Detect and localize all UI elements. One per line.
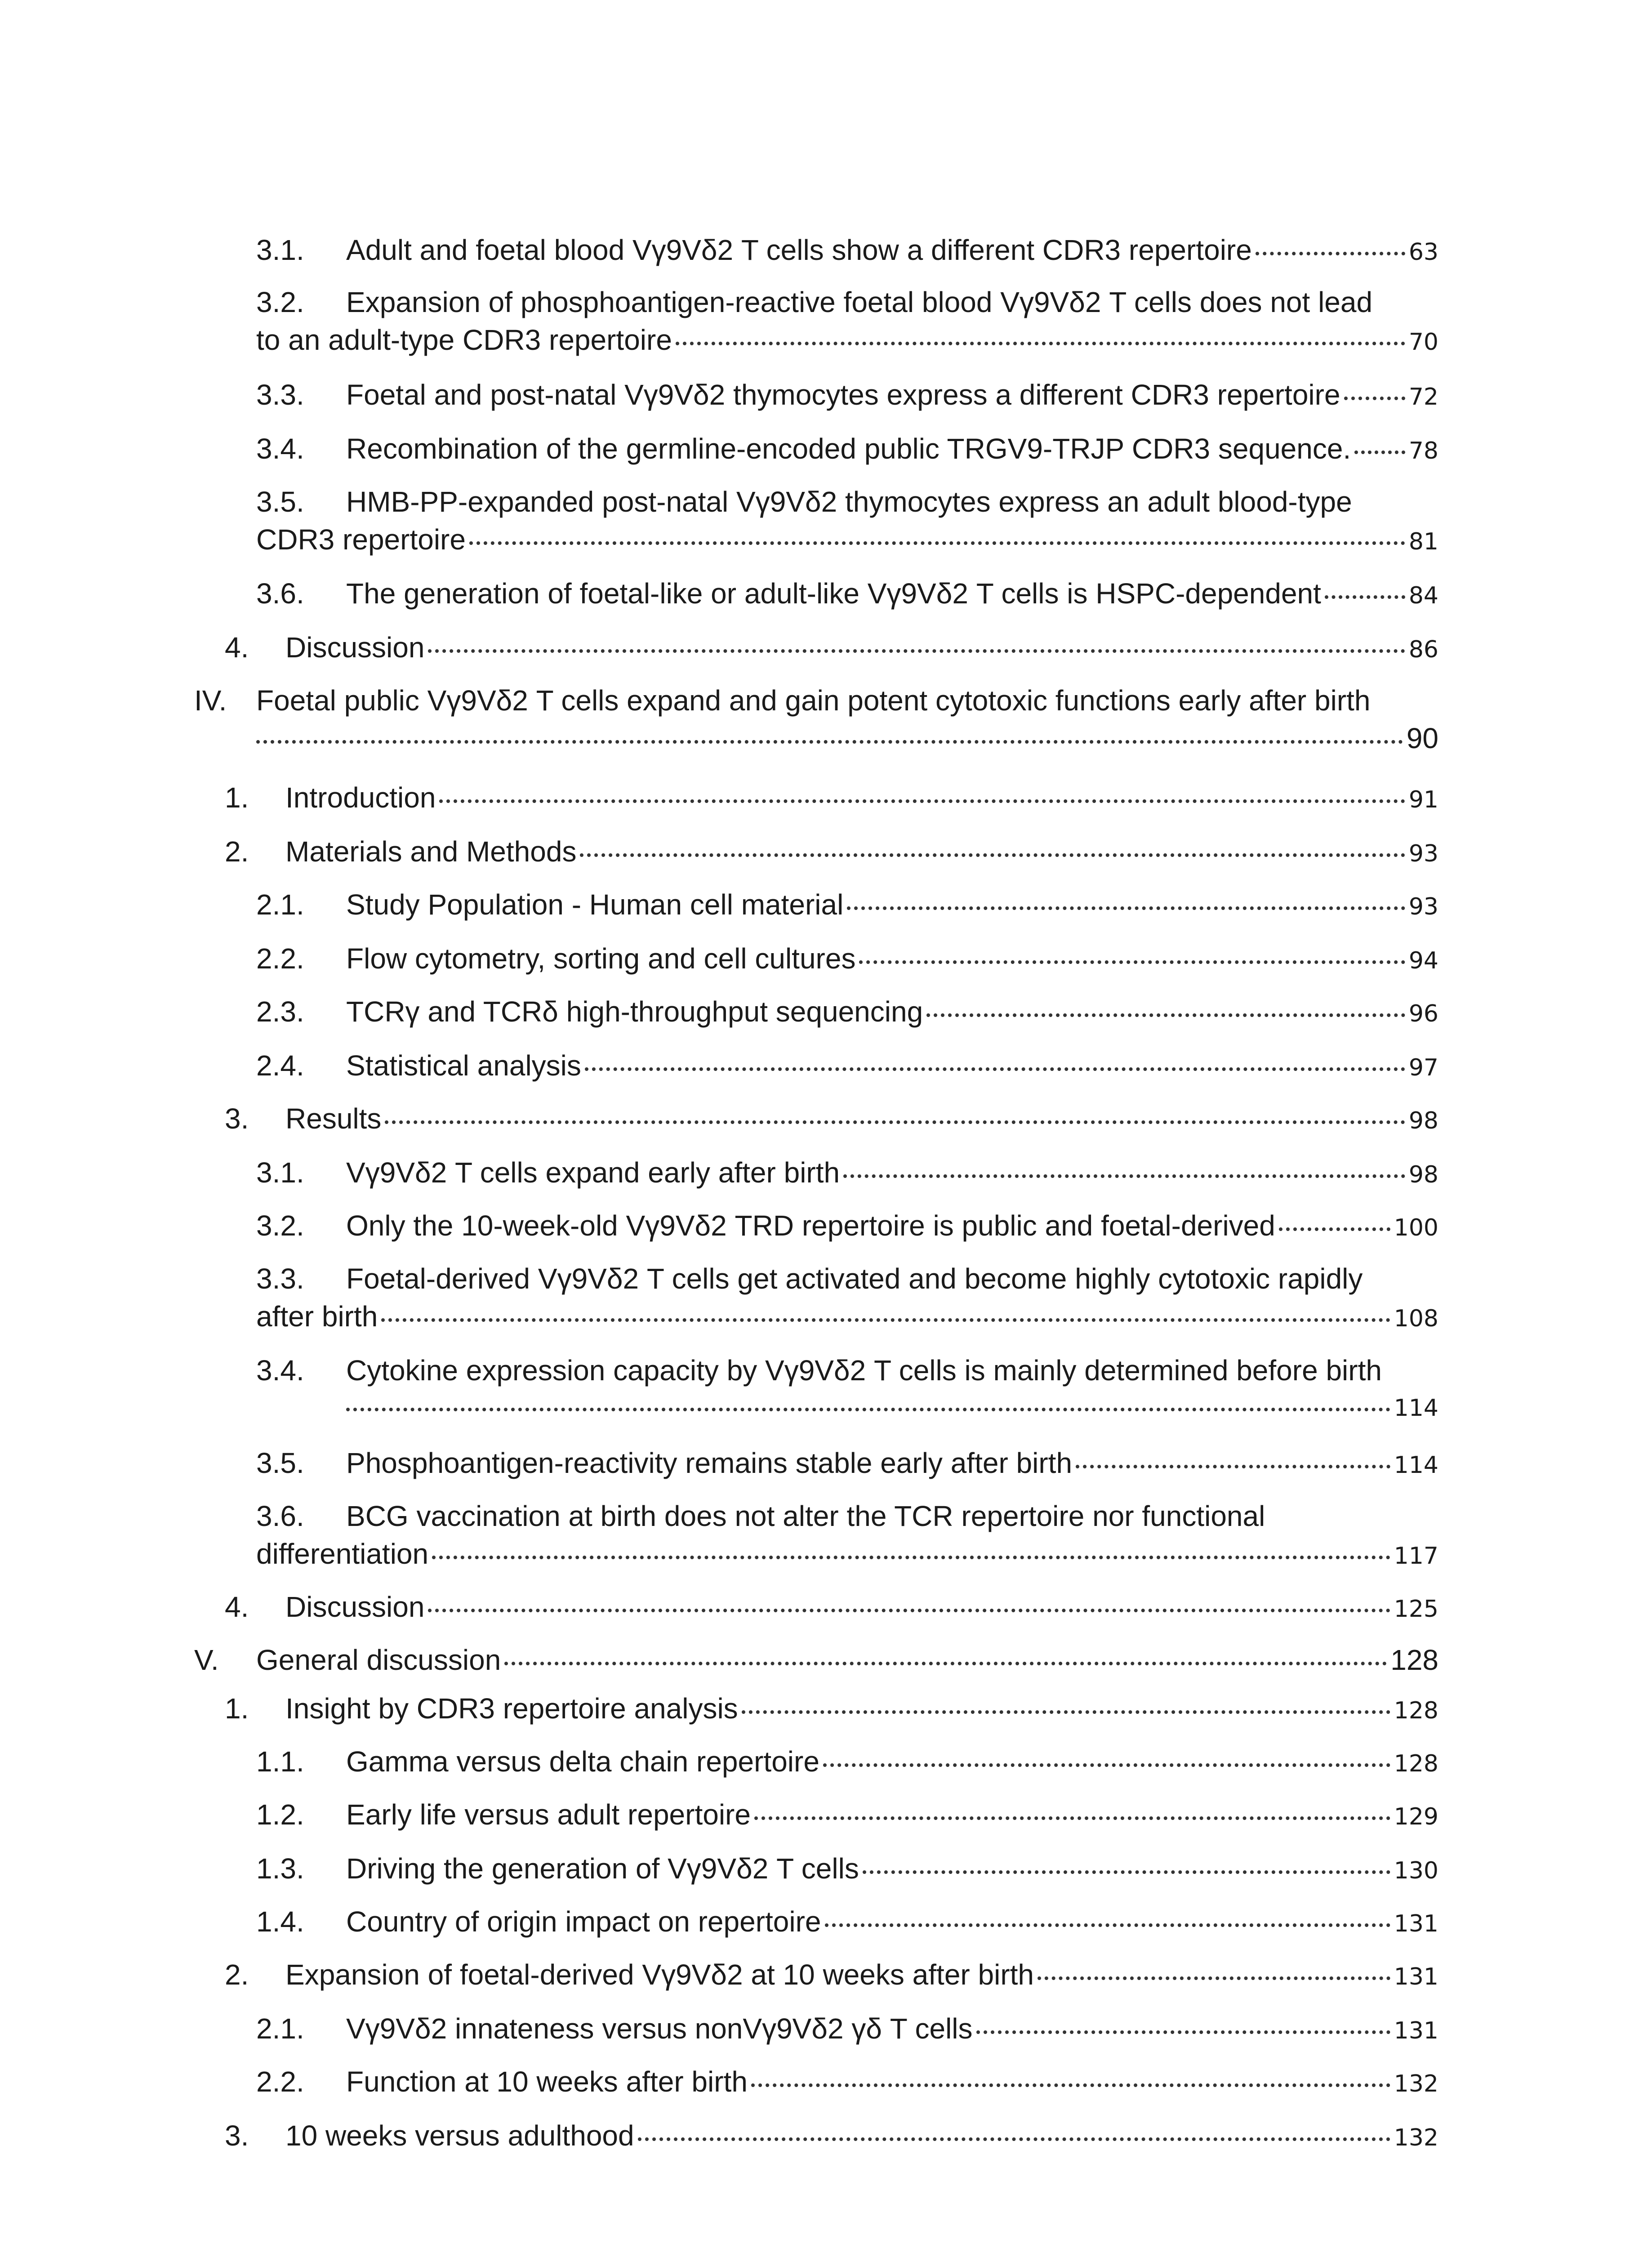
toc-number: 1. (225, 781, 249, 814)
toc-number: 1.3. (256, 1852, 304, 1885)
toc-title: Discussion (285, 631, 425, 664)
toc-page-number: 97 (1408, 1054, 1438, 1081)
dot-leader (751, 2083, 1390, 2087)
toc-page-number: 90 (1406, 722, 1438, 754)
toc-number: 3.3. (256, 379, 304, 411)
toc-entry[interactable] (225, 1100, 1438, 1140)
toc-title: Only the 10-week-old Vγ9Vδ2 TRD repertoire is public and foetal-derived (346, 1209, 1275, 1242)
toc-number: 2.1. (256, 888, 304, 921)
toc-entry[interactable] (256, 2010, 1438, 2050)
toc-entry[interactable] (256, 1850, 1438, 1890)
toc-page-number: 94 (1408, 947, 1438, 974)
toc-title: Expansion of foetal-derived Vγ9Vδ2 at 10 weeks after birth (285, 1958, 1034, 1991)
toc-number: IV. (194, 684, 227, 717)
toc-entry[interactable] (256, 575, 1438, 615)
dot-leader (847, 906, 1405, 910)
toc-number: 3.1. (256, 234, 304, 266)
toc-number: 3.4. (256, 433, 304, 465)
toc-entry[interactable] (256, 283, 1438, 361)
dot-leader (469, 541, 1405, 545)
toc-page-number: 70 (1408, 329, 1438, 356)
toc-title: Phosphoantigen-reactivity remains stable early after birth (346, 1447, 1073, 1479)
toc-page-number: 131 (1394, 1963, 1438, 1990)
toc-title: Introduction (285, 781, 436, 814)
toc-entry[interactable] (256, 2063, 1438, 2103)
toc-entry[interactable] (256, 993, 1438, 1033)
toc-title: Function at 10 weeks after birth (346, 2065, 748, 2098)
toc-number: 3.5. (256, 486, 304, 518)
toc-page-number: 96 (1408, 1000, 1438, 1027)
toc-number: 3.5. (256, 1447, 304, 1479)
dot-leader (580, 853, 1405, 857)
toc-number: 3.6. (256, 1500, 304, 1532)
dot-leader (843, 1174, 1405, 1178)
dot-leader (428, 649, 1405, 653)
toc-entry[interactable] (256, 1260, 1438, 1338)
toc-title-continuation: to an adult-type CDR3 repertoire (256, 324, 672, 356)
toc-entry[interactable] (256, 1444, 1438, 1484)
toc-page-number: 81 (1408, 528, 1438, 555)
toc-number: 3.6. (256, 577, 304, 610)
toc-number: 4. (225, 631, 249, 664)
toc-number: 2.4. (256, 1049, 304, 1082)
toc-entry[interactable] (225, 1956, 1438, 1996)
toc-entry[interactable] (225, 779, 1438, 819)
dot-leader (1279, 1227, 1390, 1231)
dot-leader (504, 1661, 1387, 1665)
dot-leader (926, 1013, 1405, 1017)
dot-leader (1325, 595, 1405, 599)
toc-title-continuation: after birth (256, 1300, 378, 1333)
dot-leader (1354, 450, 1405, 454)
toc-page-number: 86 (1408, 636, 1438, 663)
toc-page-number: 128 (1394, 1697, 1438, 1724)
dot-leader (585, 1067, 1405, 1071)
toc-number: 2.1. (256, 2012, 304, 2045)
toc-number: V. (194, 1644, 219, 1676)
toc-page-number: 98 (1408, 1107, 1438, 1134)
toc-entry[interactable] (256, 1047, 1438, 1087)
toc-page-number: 93 (1408, 893, 1438, 920)
toc-title: Results (285, 1102, 382, 1135)
dot-leader (1256, 251, 1405, 255)
toc-title: Discussion (285, 1591, 425, 1623)
dot-leader (863, 1870, 1390, 1874)
dot-leader (823, 1763, 1390, 1767)
toc-title: TCRγ and TCRδ high-throughput sequencing (346, 995, 923, 1028)
dot-leader (439, 799, 1405, 803)
toc-number: 4. (225, 1591, 249, 1623)
toc-page-number: 132 (1394, 2124, 1438, 2151)
toc-entry[interactable] (256, 1497, 1438, 1575)
toc-entry[interactable] (225, 629, 1438, 669)
toc-page-number: 91 (1408, 786, 1438, 813)
toc-title: Adult and foetal blood Vγ9Vδ2 T cells show a different CDR3 repertoire (346, 234, 1252, 266)
toc-page-number: 132 (1394, 2070, 1438, 2097)
toc-title: Early life versus adult repertoire (346, 1798, 751, 1831)
toc-title: Foetal-derived Vγ9Vδ2 T cells get activated and become highly cytotoxic rapidly (346, 1262, 1363, 1295)
toc-title: Vγ9Vδ2 T cells expand early after birth (346, 1156, 840, 1189)
toc-entry[interactable] (225, 1690, 1438, 1730)
toc-page-number: 93 (1408, 840, 1438, 867)
dot-leader (754, 1816, 1390, 1820)
dot-leader (1038, 1976, 1390, 1980)
toc-title: BCG vaccination at birth does not alter the TCR repertoire nor functional (346, 1500, 1265, 1532)
dot-leader (638, 2137, 1390, 2141)
toc-entry[interactable] (225, 2117, 1438, 2157)
toc-page-number: 128 (1394, 1750, 1438, 1777)
toc-title: Country of origin impact on repertoire (346, 1905, 821, 1938)
dot-leader (256, 740, 1403, 744)
toc-entry[interactable] (256, 1743, 1438, 1783)
toc-page-number: 125 (1394, 1596, 1438, 1623)
toc-entry[interactable] (225, 833, 1438, 873)
toc-number: 2.2. (256, 2065, 304, 2098)
toc-title-continuation: CDR3 repertoire (256, 523, 466, 556)
toc-entry[interactable] (256, 940, 1438, 980)
dot-leader (385, 1120, 1405, 1124)
toc-title: Cytokine expression capacity by Vγ9Vδ2 T cells is mainly determined before birth (346, 1354, 1382, 1387)
toc-page-number: 130 (1394, 1857, 1438, 1884)
toc-title: HMB-PP-expanded post-natal Vγ9Vδ2 thymocytes express an adult blood-type (346, 486, 1352, 518)
dot-leader (432, 1555, 1390, 1559)
toc-title: Statistical analysis (346, 1049, 581, 1082)
toc-title: General discussion (256, 1644, 501, 1676)
toc-title: Foetal and post-natal Vγ9Vδ2 thymocytes express a different CDR3 repertoire (346, 379, 1340, 411)
toc-title: Vγ9Vδ2 innateness versus nonVγ9Vδ2 γδ T cells (346, 2012, 973, 2045)
toc-page-number: 129 (1394, 1803, 1438, 1830)
toc-page-number: 131 (1394, 1910, 1438, 1937)
toc-entry[interactable] (256, 1903, 1438, 1943)
toc-entry[interactable] (256, 1207, 1438, 1247)
dot-leader (676, 341, 1405, 345)
toc-entry[interactable] (256, 430, 1438, 470)
toc-title: Study Population - Human cell material (346, 888, 844, 921)
toc-page-number: 108 (1394, 1305, 1438, 1332)
toc-number: 2.2. (256, 942, 304, 975)
toc-entry[interactable] (256, 1796, 1438, 1836)
toc-page-number: 114 (1394, 1395, 1438, 1422)
toc-page-number: 84 (1408, 582, 1438, 609)
toc-number: 3.2. (256, 1209, 304, 1242)
toc-chapter-entry[interactable] (194, 1641, 1438, 1679)
toc-page-number: 78 (1408, 437, 1438, 464)
dot-leader (1344, 396, 1405, 400)
toc-entry[interactable] (225, 1588, 1438, 1628)
toc-title-continuation: differentiation (256, 1538, 429, 1570)
toc-title: Expansion of phosphoantigen-reactive foetal blood Vγ9Vδ2 T cells does not lead (346, 286, 1373, 318)
dot-leader (346, 1407, 1390, 1411)
toc-title: Driving the generation of Vγ9Vδ2 T cells (346, 1852, 859, 1885)
toc-title: Insight by CDR3 repertoire analysis (285, 1692, 738, 1725)
toc-number: 1. (225, 1692, 249, 1725)
toc-entry[interactable] (256, 1351, 1438, 1427)
toc-entry[interactable] (256, 886, 1438, 926)
toc-entry[interactable] (256, 376, 1438, 416)
toc-number: 2. (225, 835, 249, 868)
toc-title: Foetal public Vγ9Vδ2 T cells expand and gain potent cytotoxic functions early after birth (256, 684, 1371, 717)
toc-number: 3.3. (256, 1262, 304, 1295)
toc-page-number: 117 (1394, 1543, 1438, 1570)
dot-leader (859, 960, 1405, 964)
toc-number: 1.2. (256, 1798, 304, 1831)
toc-page-number: 100 (1394, 1214, 1438, 1241)
toc-title: Materials and Methods (285, 835, 577, 868)
toc-page-number: 63 (1408, 239, 1438, 266)
toc-title: Gamma versus delta chain repertoire (346, 1745, 819, 1778)
dot-leader (825, 1923, 1390, 1927)
toc-page-number: 72 (1408, 384, 1438, 410)
toc-number: 2. (225, 1958, 249, 1991)
toc-page-number: 114 (1394, 1452, 1438, 1479)
dot-leader (976, 2030, 1390, 2034)
dot-leader (1076, 1464, 1390, 1468)
toc-number: 3. (225, 2119, 249, 2152)
toc-title: Recombination of the germline-encoded public TRGV9-TRJP CDR3 sequence. (346, 433, 1351, 465)
toc-title: The generation of foetal-like or adult-like Vγ9Vδ2 T cells is HSPC-dependent (346, 577, 1321, 610)
toc-number: 2.3. (256, 995, 304, 1028)
toc-page-number: 128 (1390, 1644, 1438, 1676)
toc-entry[interactable] (256, 231, 1438, 271)
dot-leader (381, 1318, 1390, 1322)
toc-number: 1.1. (256, 1745, 304, 1778)
toc-chapter-entry[interactable] (194, 682, 1438, 757)
toc-page-number: 131 (1394, 2017, 1438, 2044)
toc-number: 3.1. (256, 1156, 304, 1189)
toc-entry[interactable] (256, 1154, 1438, 1194)
toc-number: 1.4. (256, 1905, 304, 1938)
toc-title: 10 weeks versus adulthood (285, 2119, 634, 2152)
toc-title: Flow cytometry, sorting and cell cultures (346, 942, 856, 975)
toc-entry[interactable] (256, 483, 1438, 561)
dot-leader (428, 1608, 1390, 1612)
toc-page-number: 98 (1408, 1161, 1438, 1188)
dot-leader (742, 1710, 1390, 1714)
toc-number: 3.4. (256, 1354, 304, 1387)
toc-number: 3. (225, 1102, 249, 1135)
toc-number: 3.2. (256, 286, 304, 318)
